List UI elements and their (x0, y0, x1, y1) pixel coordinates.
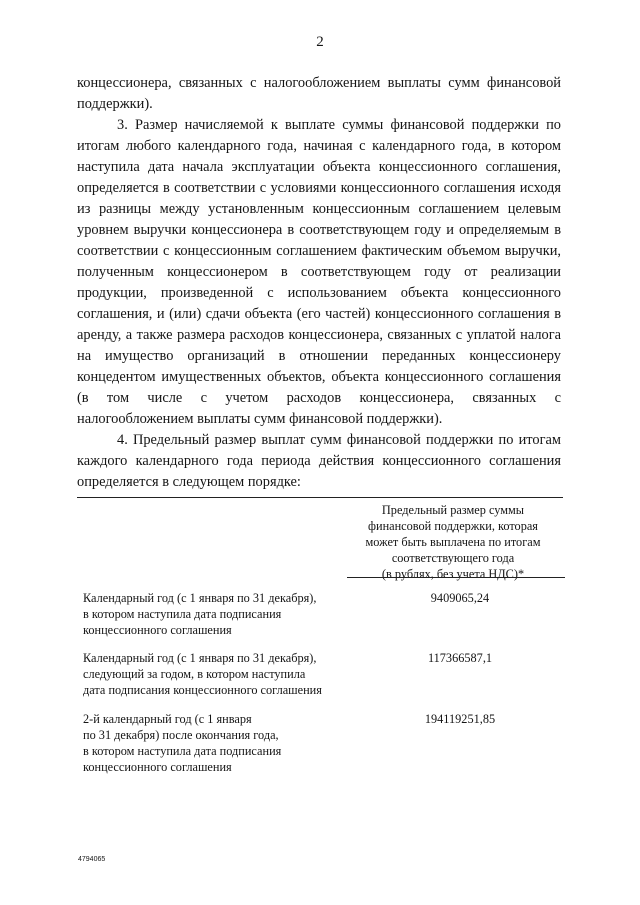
table-top-rule (77, 497, 563, 498)
paragraph-clause-4: 4. Предельный размер выплат сумм финансовой поддержки по итогам каждого календарного года периода действия концессионного соглашения определяется в следующем порядке: (77, 432, 561, 490)
label-line: в котором наступила дата подписания (83, 607, 282, 621)
document-body (77, 73, 561, 493)
header-line: соответствующего года (391, 551, 515, 565)
label-line: Календарный год (с 1 января по 31 декабря), (83, 591, 317, 605)
label-line: в котором наступила дата подписания (83, 744, 282, 758)
header-line: финансовой поддержки, которая (368, 519, 538, 533)
label-line: следующий за годом, в котором наступила (83, 667, 306, 681)
label-line: дата подписания концессионного соглашения (83, 683, 322, 697)
page-number: 2 (316, 34, 324, 50)
table-row-label (83, 711, 353, 775)
table-row-label (83, 590, 353, 638)
table-row-value: 194119251,85 (424, 712, 496, 726)
label-line: Календарный год (с 1 января по 31 декабря), (83, 651, 317, 665)
paragraph-clause-3: 3. Размер начисляемой к выплате суммы финансовой поддержки по итогам любого календарного года, начиная с календарного года, в котором наступила дата начала эксплуатации объекта концессионного соглашения, определяется в соответствии с условиями концессионного соглашения исходя из разницы между установленным концессионным соглашением целевым уровнем выручки концессионера в соответствующем году и определяемым в соответствии с концессионным соглашением фактическим объемом выручки, полученным концессионером в соответствующем году от реализации продукции, произведенной с использованием объекта концессионного соглашения, и (или) сдачи объекта (его частей) концессионного соглашения в аренду, а также размера расходов концессионера, связанных с уплатой налога на имущество организаций в отношении переданных концессионеру концедентом имущественных объектов, объекта концессионного соглашения (в том числе с учетом расходов концессионера, связанных с налогообложением выплаты сумм финансовой поддержки). (77, 117, 561, 427)
label-line: концессионного соглашения (83, 623, 232, 637)
label-line: по 31 декабря) после окончания года, (83, 728, 279, 742)
table-row-label (83, 650, 353, 698)
table-row-value: 9409065,24 (430, 591, 490, 605)
paragraph-continuation: концессионера, связанных с налогообложением выплаты сумм финансовой поддержки). (77, 75, 561, 112)
header-line: Предельный размер суммы (381, 503, 525, 517)
header-line: (в рублях, без учета НДС)* (381, 567, 525, 581)
label-line: 2-й календарный год (с 1 января (83, 712, 252, 726)
table-column-header (340, 502, 566, 582)
table-header-rule (347, 577, 565, 578)
table-row-value: 117366587,1 (427, 651, 493, 665)
header-line: может быть выплачена по итогам (365, 535, 541, 549)
label-line: концессионного соглашения (83, 760, 232, 774)
document-code: 4794065 (78, 856, 106, 863)
